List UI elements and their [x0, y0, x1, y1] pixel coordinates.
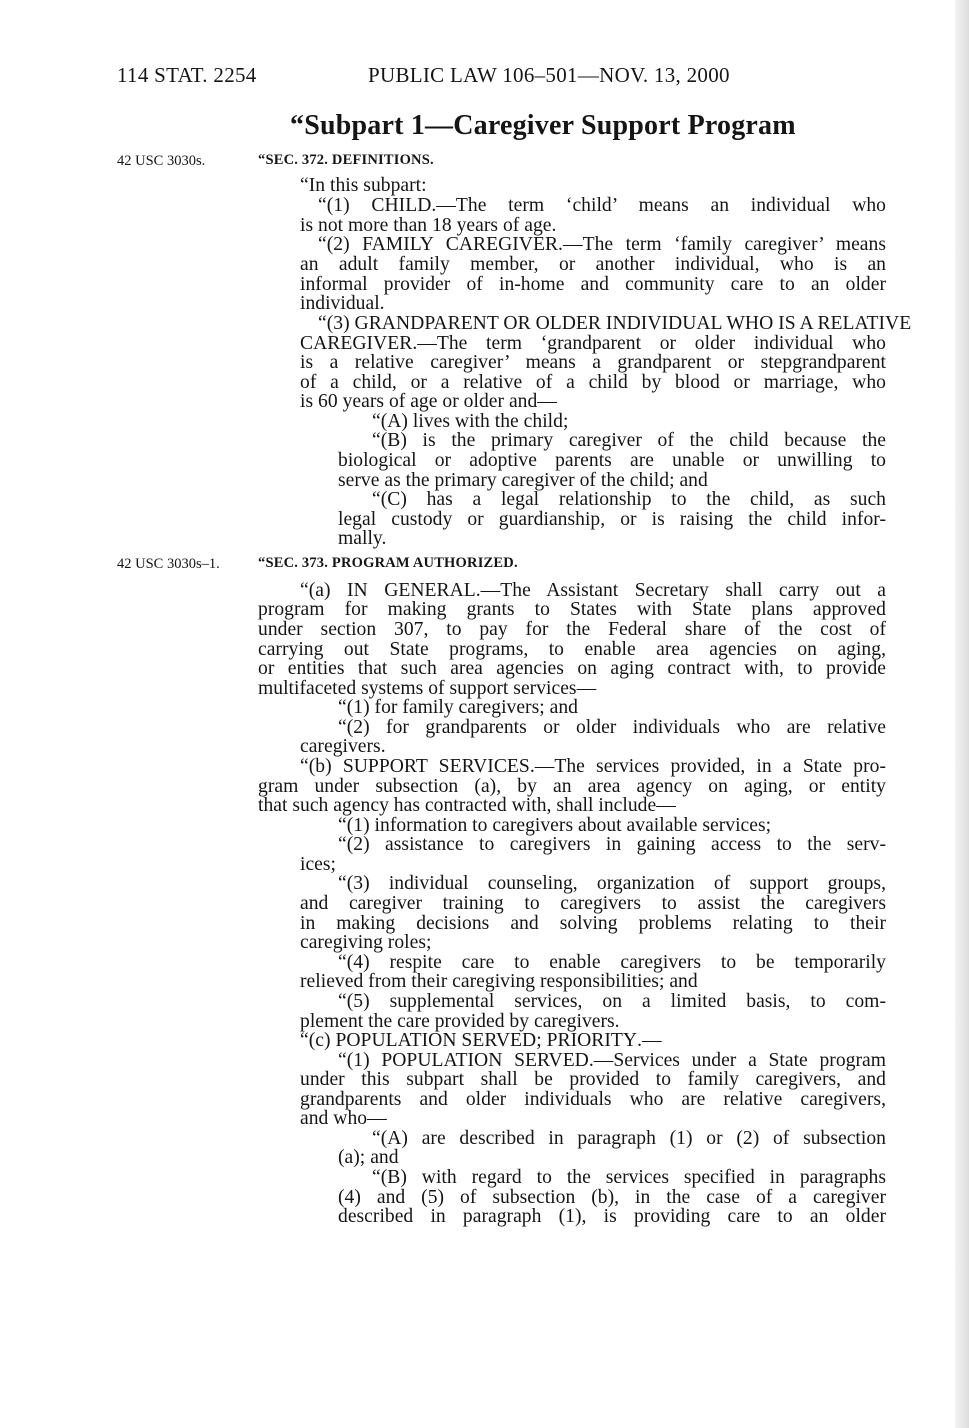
text-line: or entities that such area agencies on aging contract with, to provide	[258, 658, 886, 679]
text-line: carrying out State programs, to enable area agencies on aging,	[258, 639, 886, 660]
text-line: is a relative caregiver’ means a grandparent or stepgrandparent	[300, 352, 886, 373]
text-line: under this subpart shall be provided to family caregivers, and	[300, 1069, 886, 1090]
text-line: is 60 years of age or older and—	[300, 391, 557, 412]
text-line: “(1) for family caregivers; and	[338, 697, 578, 718]
text-line: program for making grants to States with State plans approved	[258, 599, 886, 620]
text-line: “(A) lives with the child;	[372, 411, 569, 432]
text-line: “(5) supplemental services, on a limited basis, to com-	[338, 991, 886, 1012]
text-line: “(1) CHILD.—The term ‘child’ means an individual who	[318, 195, 886, 216]
text-line: “(B) with regard to the services specified in paragraphs	[372, 1167, 886, 1188]
text-line: and who—	[300, 1108, 387, 1129]
text-line: “(b) SUPPORT SERVICES.—The services provided, in a State pro-	[300, 756, 887, 777]
text-line: (a); and	[338, 1147, 399, 1168]
text-line: “(4) respite care to enable caregivers to be temporarily	[338, 952, 886, 973]
text-line: “(A) are described in paragraph (1) or (2) of subsection	[372, 1128, 886, 1149]
text-line: (4) and (5) of subsection (b), in the case of a caregiver	[338, 1187, 886, 1208]
text-line: in making decisions and solving problems relating to their	[300, 913, 886, 934]
margin-note-usc-3030s-1: 42 USC 3030s–1.	[117, 556, 220, 572]
text-line: plement the care provided by caregivers.	[300, 1011, 620, 1032]
text-line: “(3) GRANDPARENT OR OLDER INDIVIDUAL WHO IS A RELATIVE	[318, 313, 912, 334]
text-line: of a child, or a relative of a child by blood or marriage, who	[300, 372, 886, 393]
text-line: multifaceted systems of support services—	[258, 678, 597, 699]
text-line: biological or adoptive parents are unable or unwilling to	[338, 450, 886, 471]
text-line: “(2) for grandparents or older individuals who are relative	[338, 717, 886, 738]
page-law-header: PUBLIC LAW 106–501—NOV. 13, 2000	[368, 63, 730, 87]
text-line: individual.	[300, 293, 385, 314]
text-line: “(3) individual counseling, organization of support groups,	[338, 873, 886, 894]
section-372-heading: “SEC. 372. DEFINITIONS.	[258, 152, 434, 168]
text-line: serve as the primary caregiver of the child; and	[338, 470, 708, 491]
text-line: “(a) IN GENERAL.—The Assistant Secretary shall carry out a	[300, 580, 886, 601]
text-line: mally.	[338, 528, 387, 549]
text-line: described in paragraph (1), is providing care to an older	[338, 1206, 886, 1227]
text-line: legal custody or guardianship, or is raising the child infor-	[338, 509, 886, 530]
text-line: “(2) assistance to caregivers in gaining access to the serv-	[338, 834, 886, 855]
text-line: under section 307, to pay for the Federal share of the cost of	[258, 619, 886, 640]
text-line: grandparents and older individuals who are relative caregivers,	[300, 1089, 886, 1110]
text-line: that such agency has contracted with, shall include—	[258, 795, 676, 816]
text-line: relieved from their caregiving responsibilities; and	[300, 971, 698, 992]
text-line: ices;	[300, 854, 337, 875]
text-line: is not more than 18 years of age.	[300, 215, 557, 236]
subpart-title: “Subpart 1—Caregiver Support Program	[290, 110, 796, 141]
text-line: “(1) information to caregivers about available services;	[338, 815, 772, 836]
text-line: CAREGIVER.—The term ‘grandparent or older individual who	[300, 333, 886, 354]
section-373-heading: “SEC. 373. PROGRAM AUTHORIZED.	[258, 555, 518, 571]
text-line: caregiving roles;	[300, 932, 432, 953]
margin-note-usc-3030s: 42 USC 3030s.	[117, 153, 206, 169]
text-line: and caregiver training to caregivers to assist the caregivers	[300, 893, 886, 914]
text-line: informal provider of in-home and community care to an older	[300, 274, 886, 295]
text-line: gram under subsection (a), by an area agency on aging, or entity	[258, 776, 886, 797]
text-line: “(C) has a legal relationship to the child, as such	[372, 489, 886, 510]
text-line: “In this subpart:	[300, 175, 427, 196]
text-line: an adult family member, or another individual, who is an	[300, 254, 886, 275]
page-stat-number: 114 STAT. 2254	[117, 63, 257, 87]
page-edge-shadow	[955, 0, 969, 1428]
text-line: “(c) POPULATION SERVED; PRIORITY.—	[300, 1030, 662, 1051]
text-line: “(1) POPULATION SERVED.—Services under a State program	[338, 1050, 887, 1071]
text-line: “(2) FAMILY CAREGIVER.—The term ‘family caregiver’ means	[318, 234, 886, 255]
text-line: caregivers.	[300, 736, 386, 757]
text-line: “(B) is the primary caregiver of the child because the	[372, 430, 886, 451]
